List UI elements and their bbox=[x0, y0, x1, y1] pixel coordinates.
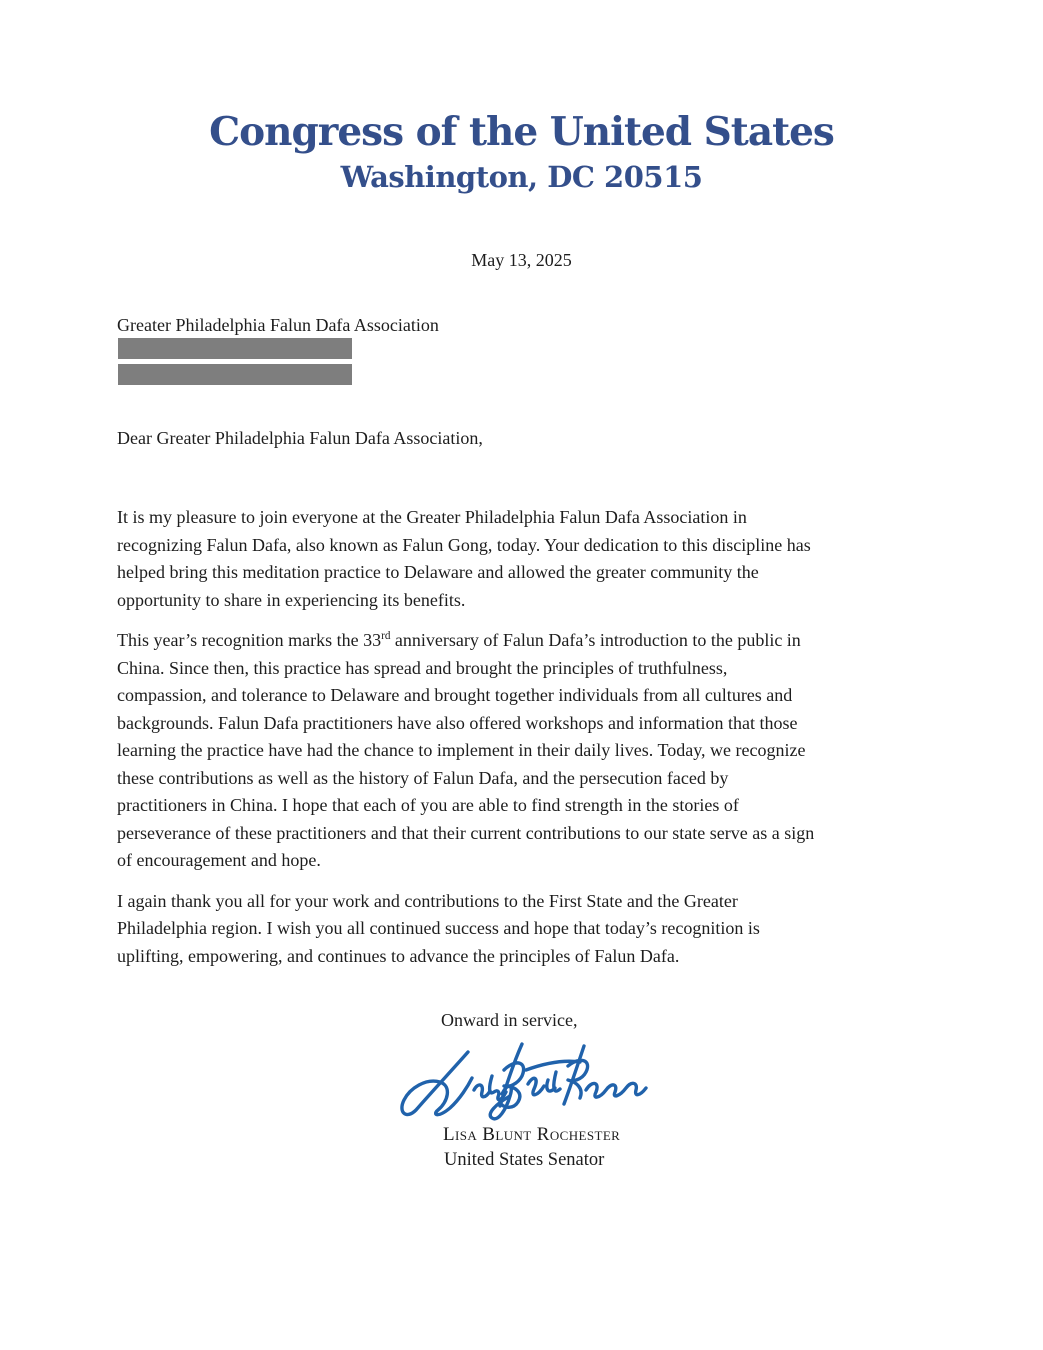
letter-date: May 13, 2025 bbox=[471, 250, 572, 270]
recipient-name: Greater Philadelphia Falun Dafa Association bbox=[117, 315, 439, 335]
body-text: This year’s recognition marks the 33 bbox=[117, 630, 382, 650]
signature-handwriting-icon bbox=[398, 1034, 650, 1130]
salutation: Dear Greater Philadelphia Falun Dafa Association, bbox=[117, 428, 483, 448]
body-line: of encouragement and hope. bbox=[117, 850, 321, 870]
body-text: anniversary of Falun Dafa’s introduction to the public in bbox=[390, 630, 801, 650]
letter-body bbox=[117, 504, 997, 983]
paragraph-3 bbox=[117, 888, 997, 971]
body-line: learning the practice have had the chance to implement in their daily lives. Today, we recognize bbox=[117, 740, 806, 760]
valediction: Onward in service, bbox=[441, 1010, 578, 1030]
redaction-bar-address-line-2 bbox=[118, 364, 352, 385]
body-line: helped bring this meditation practice to Delaware and allowed the greater community the bbox=[117, 562, 759, 582]
body-line: Philadelphia region. I wish you all continued success and hope that today’s recognition is bbox=[117, 918, 760, 938]
body-line: uplifting, empowering, and continues to advance the principles of Falun Dafa. bbox=[117, 945, 680, 966]
body-line: recognizing Falun Dafa, also known as Falun Gong, today. Your dedication to this discipline has bbox=[117, 534, 811, 555]
body-line: perseverance of these practitioners and that their current contributions to our state serve as a sign bbox=[117, 822, 815, 843]
body-line: opportunity to share in experiencing its benefits. bbox=[117, 589, 466, 610]
body-line: It is my pleasure to join everyone at the Greater Philadelphia Falun Dafa Association in bbox=[117, 507, 747, 527]
letterhead-subtitle: Washington, DC 20515 bbox=[340, 160, 703, 194]
letterhead-title: Congress of the United States bbox=[209, 109, 834, 155]
body-line: China. Since then, this practice has spread and brought the principles of truthfulness, bbox=[117, 657, 728, 678]
ordinal-superscript: rd bbox=[381, 630, 391, 642]
body-line: these contributions as well as the history of Falun Dafa, and the persecution faced by bbox=[117, 767, 729, 788]
printed-name: Lisa Blunt Rochester bbox=[443, 1124, 621, 1145]
paragraph-1 bbox=[117, 504, 997, 614]
signature-script bbox=[398, 1034, 650, 1130]
body-line: backgrounds. Falun Dafa practitioners have also offered workshops and information that those bbox=[117, 712, 798, 733]
body-line bbox=[117, 627, 997, 655]
senator-title: United States Senator bbox=[444, 1150, 605, 1170]
redaction-bar-address-line-1 bbox=[118, 338, 352, 359]
paragraph-2 bbox=[117, 627, 997, 875]
body-line: I again thank you all for your work and contributions to the First State and the Greater bbox=[117, 890, 738, 911]
body-line: compassion, and tolerance to Delaware and brought together individuals from all cultures and bbox=[117, 685, 793, 705]
letterhead bbox=[0, 110, 1043, 193]
body-line: practitioners in China. I hope that each of you are able to find strength in the stories of bbox=[117, 795, 739, 815]
